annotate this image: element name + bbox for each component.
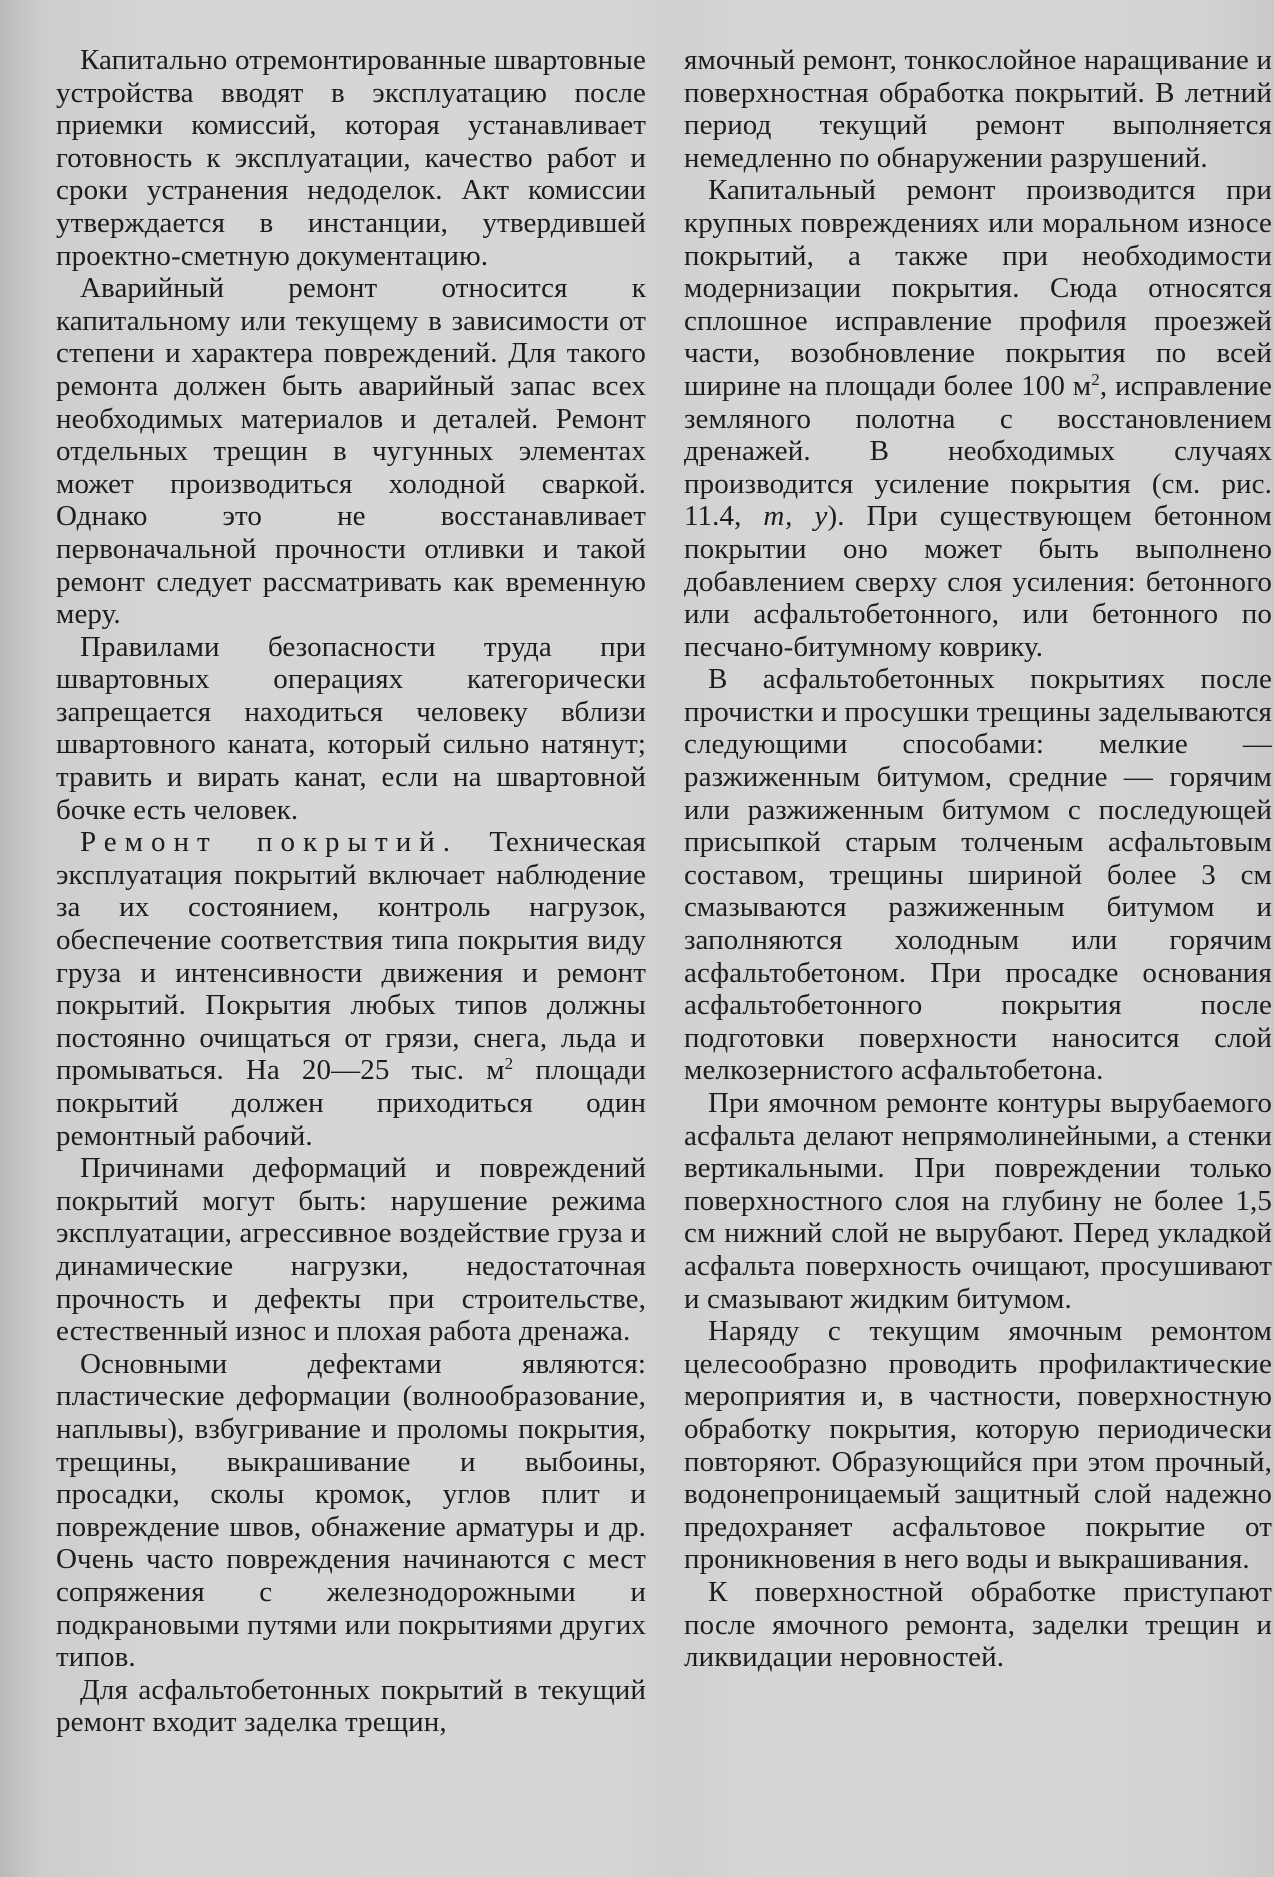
figure-reference: т, у	[763, 500, 828, 533]
paragraph: К поверхностной обработке приступают после ямочного ремонта, заделки трещин и ликвидации неровностей.	[684, 1575, 1272, 1674]
paragraph-text: Капитальный ремонт производится при крупных повреждениях или моральном износе покрытий, а также при необходимости модернизации покрытия. Сюда относятся сплошное исправление профиля проезжей части, возобновление покрытия по всей ширине на площади более 100 м	[684, 174, 1272, 402]
paragraph-text: Техническая эксплуатация покрытий включает наблюдение за их состоянием, контроль нагрузок, обеспечение соответствия типа покрытия виду груза и интенсивности движения и ремонт покрытий. Покрытия любых типов должны постоянно очищаться от грязи, снега, льда и промываться. На 20—25 тыс. м	[56, 826, 646, 1087]
paragraph: При ямочном ремонте контуры вырубаемого асфальта делают непрямолинейными, а стенки вертикальными. При повреждении только поверхностного слоя на глубину не более 1,5 см нижний слой не вырубают. Перед укладкой асфальта поверхность очищают, просушивают и смазывают жидким битумом.	[684, 1087, 1272, 1315]
paragraph-text: , исправление земляного полотна с восстановлением дренажей. В необходимых случаях производится усиление покрытия (см. рис. 11.4,	[684, 369, 1272, 533]
paragraph: Капитально отремонтированные швартовные устройства вводят в эксплуатацию после приемки комиссий, которая устанавливает готовность к эксплуатации, качество работ и сроки устранения недоделок. Акт комиссии утверждается в инстанции, утвердившей проектно-сметную документацию.	[56, 44, 646, 272]
paragraph	[684, 174, 1272, 663]
superscript: 2	[504, 1054, 514, 1074]
left-column	[56, 44, 646, 1739]
paragraph: Для асфальтобетонных покрытий в текущий ремонт входит заделка трещин,	[56, 1673, 646, 1739]
paragraph-text: ). При существующем бетонном покрытии оно может быть выполнено добавлением сверху слоя усиления: бетонного или асфальтобетонного, или бетонного по песчано-битумному коврику.	[684, 500, 1273, 663]
paragraph: Аварийный ремонт относится к капитальному или текущему в зависимости от степени и характера повреждений. Для такого ремонта должен быть аварийный запас всех необходимых материалов и деталей. Ремонт отдельных трещин в чугунных элементах может производиться холодной сваркой. Однако это не восстанавливает первоначальной прочности отливки и такой ремонт следует рассматривать как временную меру.	[56, 272, 646, 631]
superscript: 2	[1091, 369, 1100, 389]
paragraph: Причинами деформаций и повреждений покрытий могут быть: нарушение режима эксплуатации, агрессивное воздействие груза и динамические нагрузки, недостаточная прочность и дефекты при строительстве, естественный износ и плохая работа дренажа.	[56, 1152, 646, 1348]
paragraph-text: площади покрытий должен приходиться один ремонтный рабочий.	[56, 1054, 646, 1152]
section-heading: Ремонт покрытий.	[80, 826, 458, 859]
paragraph-with-heading	[56, 826, 646, 1152]
paragraph: В асфальтобетонных покрытиях после прочистки и просушки трещины заделываются следующими способами: мелкие — разжиженным битумом, средние — горячим или разжиженным битумом с последующей присыпкой старым толченым асфальтовым составом, трещины шириной более 3 см смазываются разжиженным битумом и заполняются холодным или горячим асфальтобетоном. При просадке основания асфальтобетонного покрытия после подготовки поверхности наносится слой мелкозернистого асфальтобетона.	[684, 663, 1272, 1087]
right-column	[684, 44, 1272, 1674]
paragraph: Наряду с текущим ямочным ремонтом целесообразно проводить профилактические мероприятия и, в частности, поверхностную обработку покрытия, которую периодически повторяют. Образующийся при этом прочный, водонепроницаемый защитный слой надежно предохраняет асфальтовое покрытие от проникновения в него воды и выкрашивания.	[684, 1315, 1272, 1576]
paragraph-continuation: ямочный ремонт, тонкослойное наращивание и поверхностная обработка покрытий. В летний период текущий ремонт выполняется немедленно по обнаружении разрушений.	[684, 44, 1272, 174]
paragraph: Основными дефектами являются: пластические деформации (волнообразование, наплывы), взбугривание и проломы покрытия, трещины, выкрашивание и выбоины, просадки, сколы кромок, углов плит и повреждение швов, обнажение арматуры и др. Очень часто повреждения начинаются с мест сопряжения с железнодорожными и подкрановыми путями или покрытиями других типов.	[56, 1347, 646, 1674]
paragraph: Правилами безопасности труда при швартовных операциях категорически запрещается находиться человеку вблизи швартовного каната, который сильно натянут; травить и вирать канат, если на швартовной бочке есть человек.	[56, 630, 646, 826]
